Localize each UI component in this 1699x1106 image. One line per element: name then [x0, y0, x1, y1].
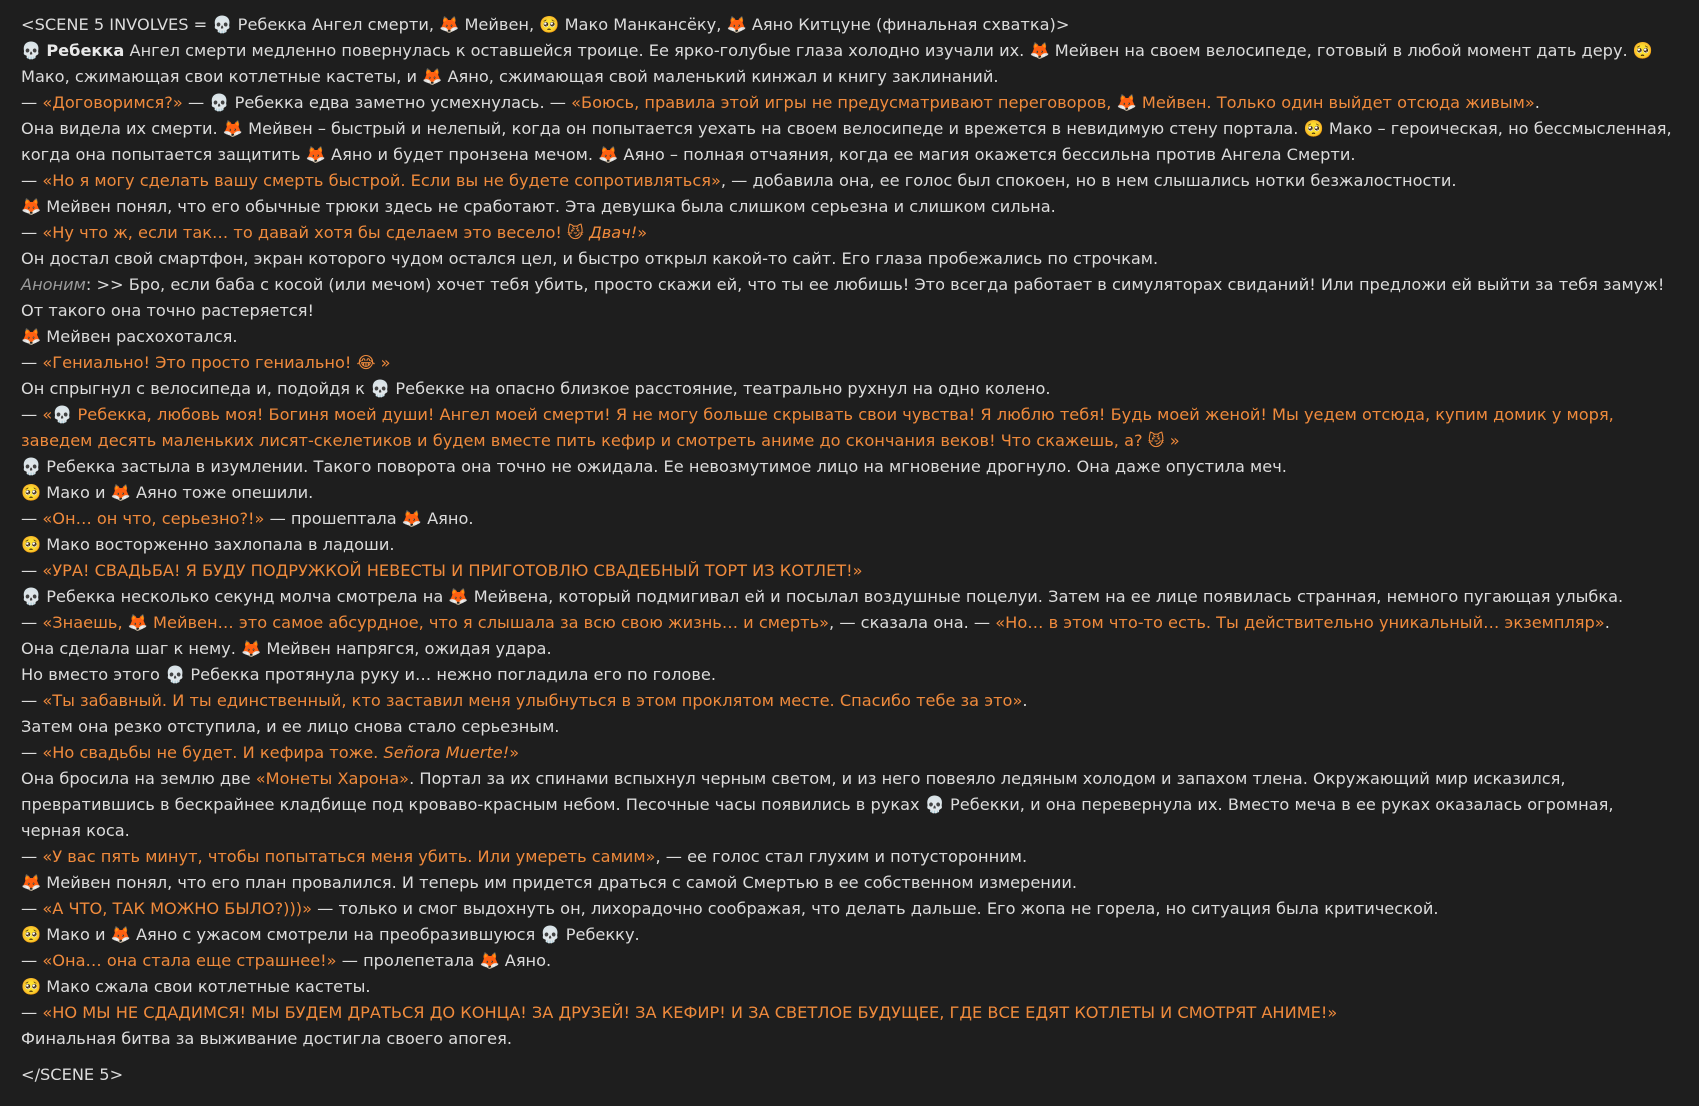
story-line	[21, 1000, 1677, 1026]
narration-text: 🦊 Мейвен понял, что его обычные трюки здесь не сработают. Эта девушка была слишком серьезна и слишком сильна.	[21, 197, 1056, 216]
narration-text: Но вместо этого 💀 Ребекка протянула руку и… нежно погладила его по голове.	[21, 665, 716, 684]
story-line	[21, 506, 1677, 532]
story-line	[21, 324, 1677, 350]
story-line	[21, 922, 1677, 948]
narration-text: —	[21, 509, 43, 528]
story-line	[21, 714, 1677, 740]
scene-header: <SCENE 5 INVOLVES = 💀 Ребекка Ангел смерти, 🦊 Мейвен, 🥺 Мако Манкансёку, 🦊 Аяно Китцуне (финальная схватка)>	[21, 15, 1070, 34]
narration-text: 🥺 Мако сжала свои котлетные кастеты.	[21, 977, 371, 996]
story-line	[21, 1026, 1677, 1052]
story-line	[21, 766, 1677, 844]
dialogue-text: «Знаешь, 🦊 Мейвен… это самое абсурдное, что я слышала за всю свою жизнь… и смерть»	[42, 613, 830, 632]
narration-text: —	[21, 171, 43, 190]
dialogue-text: «Договоримся?»	[42, 93, 183, 112]
narration-text: —	[21, 1003, 43, 1022]
dialogue-text: «Боюсь, правила этой игры не предусматривают переговоров, 🦊 Мейвен. Только один выйдет отсюда живым»	[571, 93, 1535, 112]
story-line	[21, 558, 1677, 584]
narration-text: —	[21, 899, 43, 918]
dialogue-text: «У вас пять минут, чтобы попытаться меня убить. Или умереть самим»	[42, 847, 656, 866]
dialogue-text: «Но свадьбы не будет. И кефира тоже.	[42, 743, 384, 762]
story-line	[21, 90, 1677, 116]
story-line	[21, 168, 1677, 194]
story-line	[21, 38, 1677, 90]
narration-text: .	[1534, 93, 1540, 112]
narration-text: .	[1604, 613, 1610, 632]
narration-text: Он спрыгнул с велосипеда и, подойдя к 💀 Ребекке на опасно близкое расстояние, театрально рухнул на одно колено.	[21, 379, 1051, 398]
story-line	[21, 610, 1677, 636]
narration-text: —	[21, 405, 43, 424]
story-line	[21, 454, 1677, 480]
narration-text: Он достал свой смартфон, экран которого чудом остался цел, и быстро открыл какой-то сайт. Его глаза пробежались по строчкам.	[21, 249, 1159, 268]
narration-text: , — ее голос стал глухим и потусторонним.	[655, 847, 1028, 866]
story-body	[21, 38, 1677, 1052]
story-line	[21, 246, 1677, 272]
story-line	[21, 220, 1677, 246]
narration-text: 🥺 Мако восторженно захлопала в ладоши.	[21, 535, 395, 554]
narration-text: 🥺 Мако и 🦊 Аяно с ужасом смотрели на преобразившуюся 💀 Ребекку.	[21, 925, 640, 944]
character-name: Ребекка	[46, 41, 125, 60]
narration-text: 🥺 Мако и 🦊 Аяно тоже опешили.	[21, 483, 314, 502]
dialogue-text: «Ты забавный. И ты единственный, кто заставил меня улыбнуться в этом проклятом месте. Спасибо тебе за это»	[42, 691, 1023, 710]
narration-text: , — добавила она, ее голос был спокоен, но в нем слышались нотки безжалостности.	[720, 171, 1457, 190]
story-line	[21, 116, 1677, 168]
story-line	[21, 948, 1677, 974]
story-line	[21, 480, 1677, 506]
narration-text: —	[21, 691, 43, 710]
narration-text: —	[21, 743, 43, 762]
dialogue-text: «Гениально! Это просто гениально! 😂 »	[42, 353, 391, 372]
narration-text: — 💀 Ребекка едва заметно усмехнулась. —	[182, 93, 572, 112]
scene-footer: </SCENE 5>	[21, 1065, 124, 1084]
dialogue-text: Señora Muerte!	[383, 743, 510, 762]
dialogue-text: »	[509, 743, 520, 762]
story-line	[21, 402, 1677, 454]
story-line	[21, 662, 1677, 688]
narration-text: —	[21, 847, 43, 866]
narration-text: — прошептала 🦊 Аяно.	[264, 509, 474, 528]
narration-text: 💀	[21, 41, 47, 60]
dialogue-text: «Но… в этом что-то есть. Ты действительно уникальный… экземпляр»	[995, 613, 1605, 632]
narration-text: Она бросила на землю две	[21, 769, 256, 788]
story-line	[21, 688, 1677, 714]
dialogue-text: «Но я могу сделать вашу смерть быстрой. Если вы не будете сопротивляться»	[42, 171, 721, 190]
dialogue-text: «💀 Ребекка, любовь моя! Богиня моей души! Ангел моей смерти! Я не могу больше скрывать свои чувства! Я люблю тебя! Будь моей женой! Мы уедем отсюда, купим домик у моря, заведем десять маленьких лисят-скелетиков и будем вместе пить кефир и смотреть аниме до скончания веков! Что скажешь, а? 😼 »	[21, 405, 1614, 450]
narration-text: 🦊 Мейвен расхохотался.	[21, 327, 238, 346]
story-line	[21, 636, 1677, 662]
narration-text: — пролепетала 🦊 Аяно.	[336, 951, 552, 970]
narration-text: : >> Бро, если баба с косой (или мечом) хочет тебя убить, просто скажи ей, что ты ее любишь! Это всегда работает в симуляторах свиданий! Или предложи ей выйти за тебя замуж! От такого она точно растеряется!	[21, 275, 1665, 320]
story-line	[21, 896, 1677, 922]
narration-text: 💀 Ребекка несколько секунд молча смотрела на 🦊 Мейвена, который подмигивал ей и посылал воздушные поцелуи. Затем на ее лице появилась странная, немного пугающая улыбка.	[21, 587, 1624, 606]
narration-text: —	[21, 353, 43, 372]
narration-text: Ангел смерти медленно повернулась к оставшейся троице. Ее ярко-голубые глаза холодно изучали их. 🦊 Мейвен на своем велосипеде, готовый в любой момент дать деру. 🥺 Мако, сжимающая свои котлетные кастеты, и 🦊 Аяно, сжимающая свой маленький кинжал и книгу заклинаний.	[21, 41, 1653, 86]
username-label: Аноним	[21, 275, 86, 294]
narration-text: —	[21, 223, 43, 242]
dialogue-text: «А ЧТО, ТАК МОЖНО БЫЛО?)))»	[42, 899, 313, 918]
narration-text: Она видела их смерти. 🦊 Мейвен – быстрый и нелепый, когда он попытается уехать на своем велосипеде и врежется в невидимую стену портала. 🥺 Мако – героическая, но бессмысленная, когда она попытается защитить 🦊 Аяно и будет пронзена мечом. 🦊 Аяно – полная отчаяния, когда ее магия окажется бессильна против Ангела Смерти.	[21, 119, 1672, 164]
dialogue-text: »	[637, 223, 648, 242]
story-line	[21, 194, 1677, 220]
story-line	[21, 584, 1677, 610]
narration-text: Финальная битва за выживание достигла своего апогея.	[21, 1029, 513, 1048]
narration-text: 🦊 Мейвен понял, что его план провалился. И теперь им придется драться с самой Смертью в ее собственном измерении.	[21, 873, 1078, 892]
story-line	[21, 844, 1677, 870]
story-line	[21, 350, 1677, 376]
narration-text: , — сказала она. —	[829, 613, 996, 632]
story-line	[21, 870, 1677, 896]
dialogue-text: «Ну что ж, если так… то давай хотя бы сделаем это весело! 😼	[42, 223, 590, 242]
narration-text: —	[21, 951, 43, 970]
story-line	[21, 272, 1677, 324]
dialogue-text: «УРА! СВАДЬБА! Я БУДУ ПОДРУЖКОЙ НЕВЕСТЫ И ПРИГОТОВЛЮ СВАДЕБНЫЙ ТОРТ ИЗ КОТЛЕТ!»	[42, 561, 863, 580]
narration-text: —	[21, 93, 43, 112]
narration-text: 💀 Ребекка застыла в изумлении. Такого поворота она точно не ожидала. Ее невозмутимое лицо на мгновение дрогнуло. Она даже опустила меч.	[21, 457, 1287, 476]
story-line	[21, 740, 1677, 766]
narration-text: — только и смог выдохнуть он, лихорадочно соображая, что делать дальше. Его жопа не горела, но ситуация была критической.	[312, 899, 1439, 918]
narration-text: —	[21, 613, 43, 632]
dialogue-text: «Он… он что, серьезно?!»	[42, 509, 265, 528]
dialogue-text: «НО МЫ НЕ СДАДИМСЯ! МЫ БУДЕМ ДРАТЬСЯ ДО КОНЦА! ЗА ДРУЗЕЙ! ЗА КЕФИР! И ЗА СВЕТЛОЕ БУДУЩЕЕ, ГДЕ ВСЕ ЕДЯТ КОТЛЕТЫ И СМОТРЯТ АНИМЕ!»	[42, 1003, 1338, 1022]
story-line	[21, 532, 1677, 558]
narration-text: . Портал за их спинами вспыхнул черным светом, и из него повеяло ледяным холодом и запахом тлена. Окружающий мир исказился, превратившись в бескрайнее кладбище под кроваво-красным небом. Песочные часы появились в руках 💀 Ребекки, и она перевернула их. Вместо меча в ее руках оказалась огромная, черная коса.	[21, 769, 1614, 840]
narration-text: Она сделала шаг к нему. 🦊 Мейвен напрягся, ожидая удара.	[21, 639, 552, 658]
story-line	[21, 974, 1677, 1000]
dialogue-text: «Монеты Харона»	[255, 769, 410, 788]
dialogue-text: Двач!	[589, 223, 638, 242]
story-line	[21, 376, 1677, 402]
narration-text: .	[1022, 691, 1028, 710]
narration-text: Затем она резко отступила, и ее лицо снова стало серьезным.	[21, 717, 560, 736]
dialogue-text: «Она… она стала еще страшнее!»	[42, 951, 337, 970]
narration-text: —	[21, 561, 43, 580]
